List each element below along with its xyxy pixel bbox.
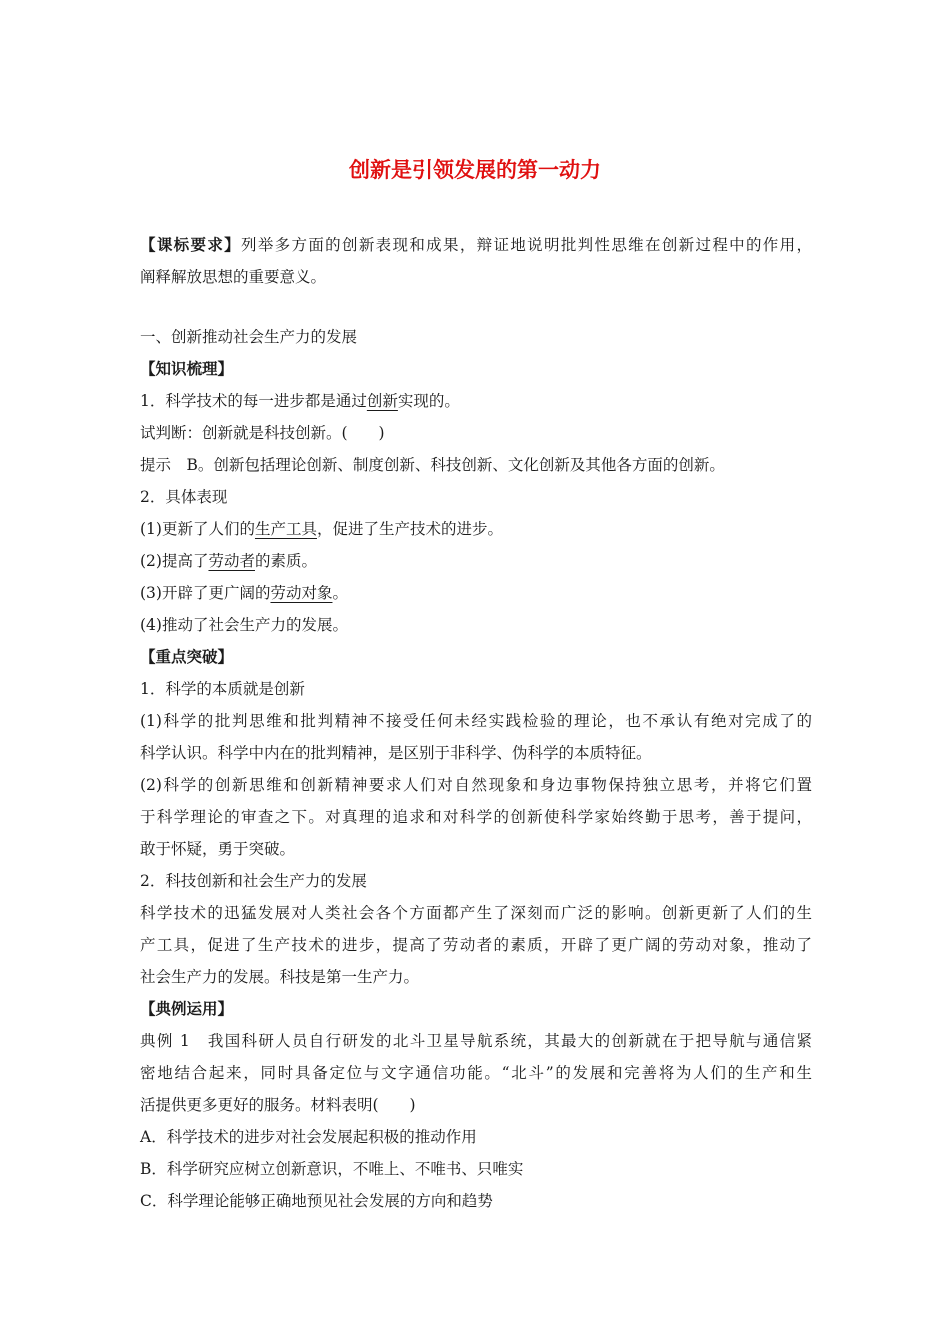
example-1-line-1: 典例 1 我国科研人员自行研发的北斗卫星导航系统，其最大的创新就在于把导航与通信紧 — [140, 1032, 812, 1050]
point-1 — [140, 513, 812, 545]
requirement-text-1: 列举多方面的创新表现和成果，辩证地说明批判性思维在创新过程中的作用， — [241, 236, 812, 254]
point-4: (4)推动了社会生产力的发展。 — [140, 616, 348, 634]
point1-text-end: ，促进了生产技术的进步。 — [316, 520, 503, 538]
knowledge-item-1 — [140, 385, 812, 417]
key-item-2-line-2: 产工具，促进了生产技术的进步，提高了劳动者的素质，开辟了更广阔的劳动对象，推动了 — [140, 936, 812, 954]
item1-text-end: 实现的。 — [397, 392, 460, 410]
item1-text: 1．科学技术的每一进步都是通过 — [140, 392, 367, 410]
key-item-1-para-2-line-1: (2)科学的创新思维和创新精神要求人们对自然现象和身边事物保持独立思考，并将它们置 — [140, 776, 812, 794]
key-item-2: 2．科技创新和社会生产力的发展 — [140, 872, 367, 890]
point2-answer: 劳动者 — [208, 552, 255, 570]
key-item-2-line-1: 科学技术的迅猛发展对人类社会各个方面都产生了深刻而广泛的影响。创新更新了人们的生 — [140, 904, 812, 922]
key-label: 【重点突破】 — [140, 647, 234, 666]
key-item-1: 1．科学的本质就是创新 — [140, 680, 305, 698]
page-title: 创新是引领发展的第一动力 — [349, 158, 601, 182]
point-2 — [140, 545, 812, 577]
requirement-line-1 — [140, 229, 812, 261]
option-c: C．科学理论能够正确地预见社会发展的方向和趋势 — [140, 1192, 493, 1210]
requirement-label: 【课标要求】 — [140, 235, 241, 254]
item1-answer: 创新 — [366, 392, 398, 410]
key-item-1-para-1-line-1: (1)科学的批判思维和批判精神不接受任何未经实践检验的理论，也不承认有绝对完成了的 — [140, 712, 812, 730]
option-b: B．科学研究应树立创新意识，不唯上、不唯书、只唯实 — [140, 1160, 524, 1178]
knowledge-label: 【知识梳理】 — [140, 359, 234, 378]
point3-text: (3)开辟了更广阔的 — [140, 584, 271, 602]
option-a: A．科学技术的进步对社会发展起积极的推动作用 — [140, 1128, 477, 1146]
point3-answer: 劳动对象 — [270, 584, 333, 602]
knowledge-item-2: 2．具体表现 — [140, 488, 228, 506]
point3-text-end: 。 — [332, 584, 348, 602]
key-item-1-para-2-line-3: 敢于怀疑，勇于突破。 — [140, 840, 296, 858]
point2-text: (2)提高了 — [140, 552, 209, 570]
example-label: 【典例运用】 — [140, 999, 234, 1018]
key-item-1-para-2-line-2: 于科学理论的审查之下。对真理的追求和对科学的创新使科学家始终勤于思考，善于提问， — [140, 808, 812, 826]
key-item-1-para-1-line-2: 科学认识。科学中内在的批判精神，是区别于非科学、伪科学的本质特征。 — [140, 744, 652, 762]
section-heading: 一、创新推动社会生产力的发展 — [140, 328, 358, 346]
hint-text: 提示 B。创新包括理论创新、制度创新、科技创新、文化创新及其他各方面的创新。 — [140, 456, 725, 474]
point1-answer: 生产工具 — [254, 520, 317, 538]
point-3 — [140, 577, 812, 609]
requirement-line-2: 阐释解放思想的重要意义。 — [140, 268, 327, 286]
point2-text-end: 的素质。 — [254, 552, 317, 570]
point1-text: (1)更新了人们的 — [140, 520, 255, 538]
judge-question: 试判断：创新就是科技创新。( ) — [140, 424, 385, 442]
key-item-2-line-3: 社会生产力的发展。科技是第一生产力。 — [140, 968, 420, 986]
example-1-line-3: 活提供更多更好的服务。材料表明( ) — [140, 1096, 416, 1114]
example-1-line-2: 密地结合起来，同时具备定位与文字通信功能。“北斗”的发展和完善将为人们的生产和生 — [140, 1064, 812, 1082]
